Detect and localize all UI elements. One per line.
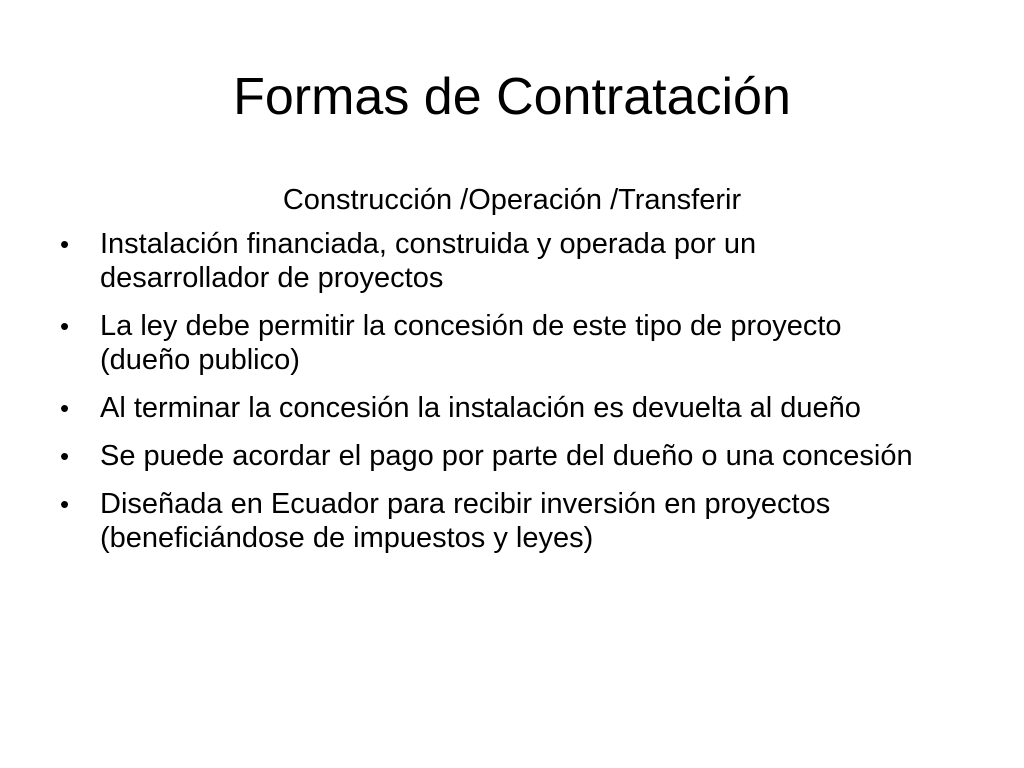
bullet-dot-icon: • (60, 489, 70, 519)
bullet-text: Al terminar la concesión la instalación es devuelta al dueño (100, 392, 861, 424)
bullet-text: La ley debe permitir la concesión de este tipo de proyecto (dueño publico) (100, 310, 842, 376)
bullet-dot-icon: • (60, 441, 70, 471)
bullet-list (50, 227, 930, 569)
bullet-dot-icon: • (60, 393, 70, 423)
bullet-item (50, 487, 930, 555)
bullet-text: Instalación financiada, construida y operada por un desarrollador de proyectos (100, 228, 757, 294)
bullet-text: Diseñada en Ecuador para recibir inversión en proyectos (beneficiándose de impuestos y leyes) (100, 488, 831, 554)
bullet-item (50, 227, 930, 295)
bullet-text: Se puede acordar el pago por parte del dueño o una concesión (100, 440, 913, 472)
bullet-dot-icon: • (60, 229, 70, 259)
bullet-item (50, 439, 930, 473)
bullet-item (50, 391, 930, 425)
bullet-dot-icon: • (60, 311, 70, 341)
bullet-item (50, 309, 930, 377)
slide-subtitle: Construcción /Operación /Transferir (282, 184, 742, 216)
slide-title: Formas de Contratación (233, 68, 791, 126)
